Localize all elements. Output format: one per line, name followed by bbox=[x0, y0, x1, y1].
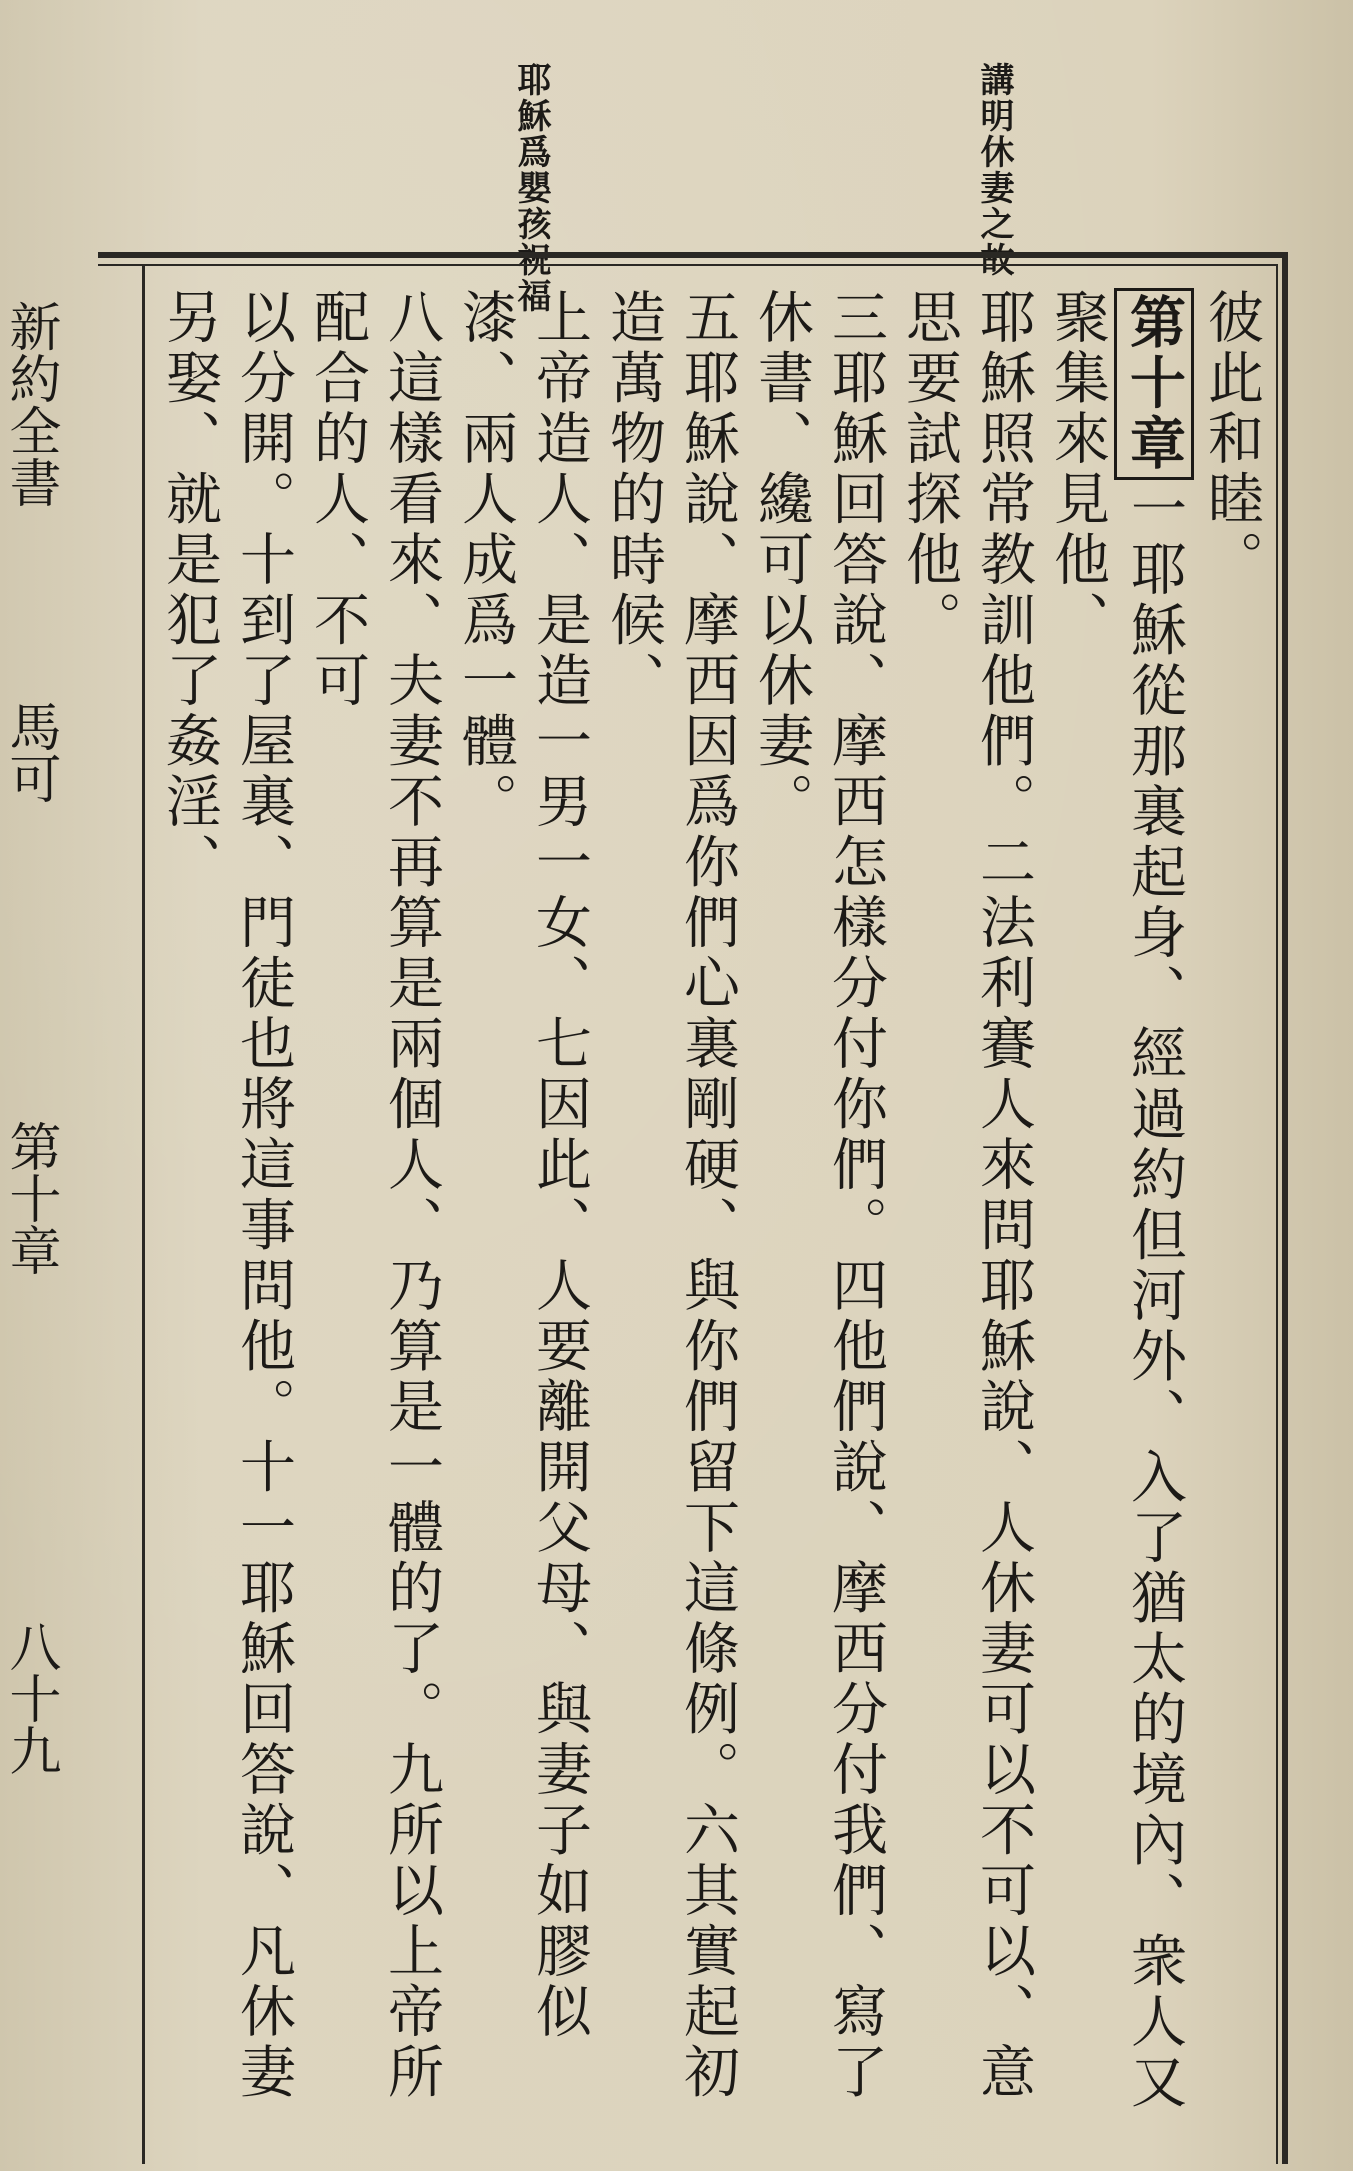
frame-inner-rule bbox=[98, 264, 1276, 266]
text-column-rest: 一耶穌從那裏起身、經過約但河外、入了猶太的境內、衆人又聚集來見他、 bbox=[1045, 288, 1187, 2113]
frame-inner-right-rule bbox=[1276, 264, 1278, 2164]
chapter-label: 第十章 bbox=[0, 1120, 60, 1276]
scripture-text bbox=[150, 288, 1268, 2148]
text-column: 三耶穌回答說、摩西怎樣分付你們。四他們說、摩西分付我們、寫了休書、纔可以休妻。 bbox=[749, 288, 888, 2103]
text-column: 五耶穌說、摩西因爲你們心裏剛硬、與你們留下這條例。六其實起初造萬物的時候、 bbox=[601, 288, 740, 2103]
margin-note-blessing-children: 耶穌爲嬰孩祝福 bbox=[511, 62, 551, 314]
text-column: 以分開。十到了屋裏、門徒也將這事問他。十一耶穌回答說、凡休妻另娶、就是犯了姦淫、 bbox=[157, 288, 296, 2103]
text-column: 八這樣看來、夫妻不再算是兩個人、乃算是一體的了。九所以上帝所配合的人、不可 bbox=[305, 288, 444, 2103]
margin-note-divorce: 講明休妻之故 bbox=[974, 62, 1014, 278]
book-title: 新約全書 bbox=[0, 300, 60, 508]
text-column bbox=[150, 288, 152, 2148]
text-column: 上帝造人、是造一男一女、七因此、人要離開父母、與妻子如膠似漆、兩人成爲一體。 bbox=[453, 288, 592, 2043]
gutter-rule bbox=[142, 264, 145, 2164]
gospel-name: 馬可 bbox=[0, 700, 60, 804]
chapter-heading: 第十章 bbox=[1114, 288, 1194, 480]
text-column-chapter-start bbox=[1040, 288, 1194, 2148]
text-column: 耶穌照常教訓他們。二法利賽人來問耶穌說、人休妻可以不可以、意思要試探他。 bbox=[897, 288, 1036, 2103]
page-number: 八十九 bbox=[0, 1620, 60, 1776]
text-column: 彼此和睦。 bbox=[1199, 288, 1264, 591]
